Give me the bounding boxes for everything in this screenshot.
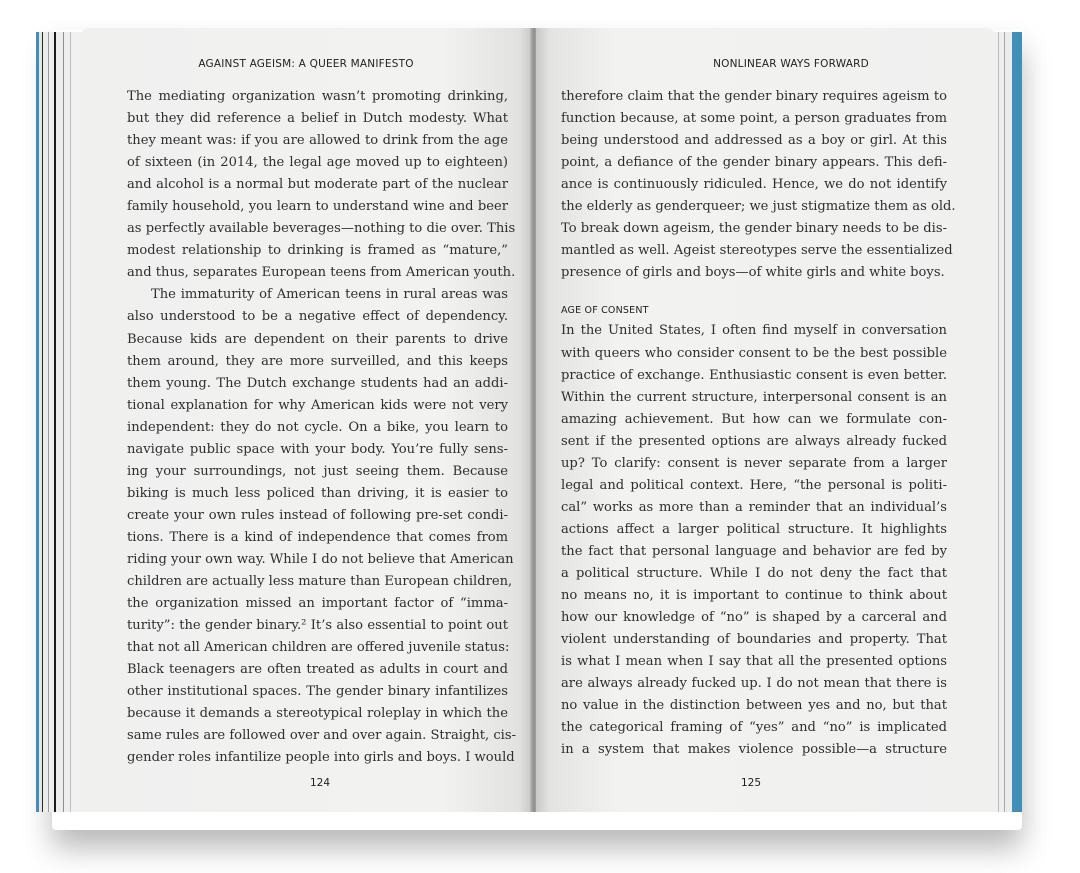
text-line: are always already fucked up. I do not mean that there is xyxy=(561,676,947,692)
text-line: violent understanding of boundaries and property. That xyxy=(561,632,947,648)
text-line: biking is much less policed than driving, it is easier to xyxy=(127,485,508,501)
text-line: ing your surroundings, not just seeing them. Because xyxy=(127,463,508,479)
text-line: they meant was: if you are allowed to drink from the age xyxy=(127,133,508,149)
text-line: being understood and addressed as a boy or girl. At this xyxy=(561,133,947,149)
text-line: The mediating organization wasn’t promoting drinking, xyxy=(127,89,508,104)
section-heading: AGE OF CONSENT xyxy=(561,305,649,317)
text-line: ance is continuously ridiculed. Hence, we do not identify xyxy=(561,177,947,193)
text-line: that not all American children are offered juvenile status: xyxy=(127,640,510,656)
text-line: sent if the presented options are always already fucked xyxy=(561,433,947,449)
text-line: create your own rules instead of following pre-set condi- xyxy=(127,507,508,523)
left-page-number: 124 xyxy=(309,777,331,789)
text-line: the fact that personal language and behavior are fed by xyxy=(561,543,947,559)
section-spacer xyxy=(561,284,947,298)
text-line: a political structure. While I do not deny the fact that xyxy=(561,565,947,581)
text-line: the organization missed an important factor of “imma- xyxy=(127,596,508,612)
text-line: and thus, separates European teens from American youth. xyxy=(127,265,516,281)
text-line: but they did reference a belief in Dutch modesty. What xyxy=(127,111,508,127)
text-line: riding your own way. While I do not believe that American xyxy=(127,551,514,567)
text-line: function because, at some point, a person graduates from xyxy=(561,111,947,127)
text-line: Because kids are dependent on their parents to drive xyxy=(127,331,508,347)
text-line: tional explanation for why American kids were not very xyxy=(127,397,508,413)
text-line: practice of exchange. Enthusiastic consent is even better. xyxy=(561,367,947,383)
text-line: Within the current structure, interpersonal consent is an xyxy=(561,389,947,405)
text-line: amazing achievement. But how can we formulate con- xyxy=(561,411,947,427)
text-line: To break down ageism, the gender binary needs to be dis- xyxy=(561,221,947,237)
text-line: how our knowledge of “no” is shaped by a carceral and xyxy=(561,610,947,626)
right-page-number: 125 xyxy=(740,777,762,789)
right-page xyxy=(536,28,996,812)
text-line: as perfectly available beverages—nothing to die over. This xyxy=(127,221,516,237)
text-line: other institutional spaces. The gender binary infantilizes xyxy=(127,684,508,700)
text-line: In the United States, I often find myself in conversation xyxy=(561,323,947,339)
text-line: actions affect a larger political structure. It highlights xyxy=(561,521,947,537)
page-edges-left xyxy=(36,32,84,812)
text-line: point, a defiance of the gender binary appears. This defi- xyxy=(561,155,947,171)
text-line: in a system that makes violence possible—a structure xyxy=(561,742,947,758)
text-line: with queers who consider consent to be the best possible xyxy=(561,345,947,361)
text-line: them young. The Dutch exchange students had an addi- xyxy=(127,375,508,391)
text-line: and alcohol is a normal but moderate part of the nuclear xyxy=(127,177,508,193)
left-running-head: AGAINST AGEISM: A QUEER MANIFESTO xyxy=(198,58,414,70)
text-line: tions. There is a kind of independence that comes from xyxy=(127,529,508,545)
left-page xyxy=(80,28,532,812)
text-line: of sixteen (in 2014, the legal age moved up to eighteen) xyxy=(127,155,508,171)
text-line: gender roles infantilize people into girls and boys. I would xyxy=(127,750,515,766)
text-line: navigate public space with your body. You’re fully sens- xyxy=(127,441,508,457)
left-body-text xyxy=(127,86,517,769)
text-line: therefore claim that the gender binary requires ageism to xyxy=(561,89,947,104)
text-line: family household, you learn to understand wine and beer xyxy=(127,199,508,215)
text-line: the categorical framing of “yes” and “no” is implicated xyxy=(561,720,947,736)
text-line: Black teenagers are often treated as adults in court and xyxy=(127,662,508,678)
text-line: mantled as well. Ageist stereotypes serve the essentialized xyxy=(561,243,953,259)
text-line: independent: they do not cycle. On a bike, you learn to xyxy=(127,419,508,435)
text-line: turity”: the gender binary.² It’s also essential to point out xyxy=(127,618,508,634)
text-line: presence of girls and boys—of white girls and white boys. xyxy=(561,265,945,281)
text-line: also understood to be a negative effect of dependency. xyxy=(127,309,508,325)
text-line: because it demands a stereotypical roleplay in which the xyxy=(127,706,508,722)
text-line: the elderly as genderqueer; we just stigmatize them as old. xyxy=(561,199,956,215)
right-running-head: NONLINEAR WAYS FORWARD xyxy=(713,58,869,70)
text-line: them around, they are more surveilled, and this keeps xyxy=(127,353,508,369)
text-line: children are actually less mature than European children, xyxy=(127,574,513,590)
text-line: up? To clarify: consent is never separate from a larger xyxy=(561,455,947,471)
text-line: no means no, it is important to continue to think about xyxy=(561,588,947,604)
text-line: modest relationship to drinking is framed as “mature,” xyxy=(127,243,508,259)
text-line: cal” works as more than a reminder that an individual’s xyxy=(561,499,947,515)
right-body-text xyxy=(561,86,956,761)
text-line: legal and political context. Here, “the personal is politi- xyxy=(561,477,947,493)
text-line: is what I mean when I say that all the presented options xyxy=(561,654,947,670)
text-line: The immaturity of American teens in rural areas was xyxy=(151,287,508,303)
text-line: no value in the distinction between yes and no, but that xyxy=(561,698,947,714)
text-line: same rules are followed over and over again. Straight, cis- xyxy=(127,728,517,744)
